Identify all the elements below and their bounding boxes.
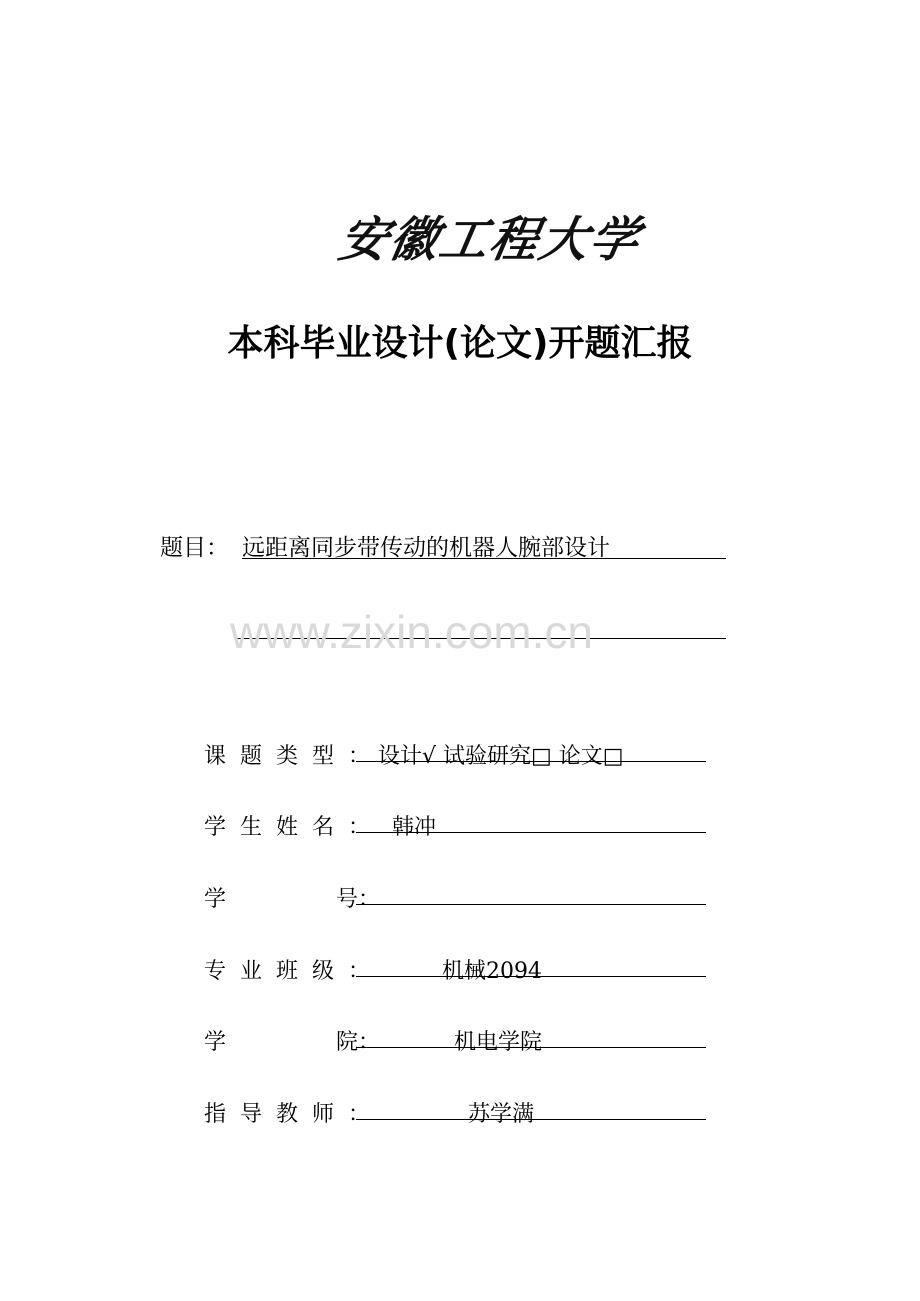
field-student-name bbox=[204, 810, 706, 846]
field-underline bbox=[356, 882, 706, 905]
field-value: 韩冲 bbox=[392, 815, 437, 840]
field-value: 设计√ 试验研究□ 论文□ bbox=[378, 744, 624, 769]
field-label: 指导教师： bbox=[204, 1102, 371, 1127]
field-topic-type bbox=[204, 739, 706, 775]
field-underline bbox=[356, 739, 706, 769]
field-student-id bbox=[204, 882, 706, 918]
field-label: 专业班级： bbox=[204, 959, 371, 984]
field-value: 机电学院 bbox=[454, 1030, 543, 1055]
field-advisor bbox=[204, 1097, 706, 1133]
field-underline bbox=[356, 810, 706, 840]
field-label: 课题类型： bbox=[204, 744, 371, 769]
field-college bbox=[204, 1025, 706, 1061]
field-underline bbox=[356, 1097, 706, 1127]
field-major-class bbox=[204, 954, 706, 990]
field-label: 学生姓名： bbox=[204, 815, 371, 840]
topic-row bbox=[160, 528, 726, 568]
university-logo: 安徽工程大学 bbox=[335, 212, 645, 268]
field-value: 机械2094 bbox=[442, 959, 542, 984]
field-underline bbox=[356, 1025, 706, 1055]
field-value: 苏学满 bbox=[468, 1102, 535, 1127]
watermark: www.zixin.com.cn bbox=[230, 606, 593, 658]
topic-label: 题目： bbox=[160, 535, 229, 561]
field-label: 学 院： bbox=[204, 1030, 381, 1055]
topic-value: 远距离同步带传动的机器人腕部设计 bbox=[242, 535, 610, 561]
field-label: 学 号： bbox=[204, 887, 381, 912]
topic-underline bbox=[242, 528, 726, 559]
report-title: 本科毕业设计(论文)开题汇报 bbox=[227, 323, 693, 364]
field-underline bbox=[356, 954, 706, 984]
